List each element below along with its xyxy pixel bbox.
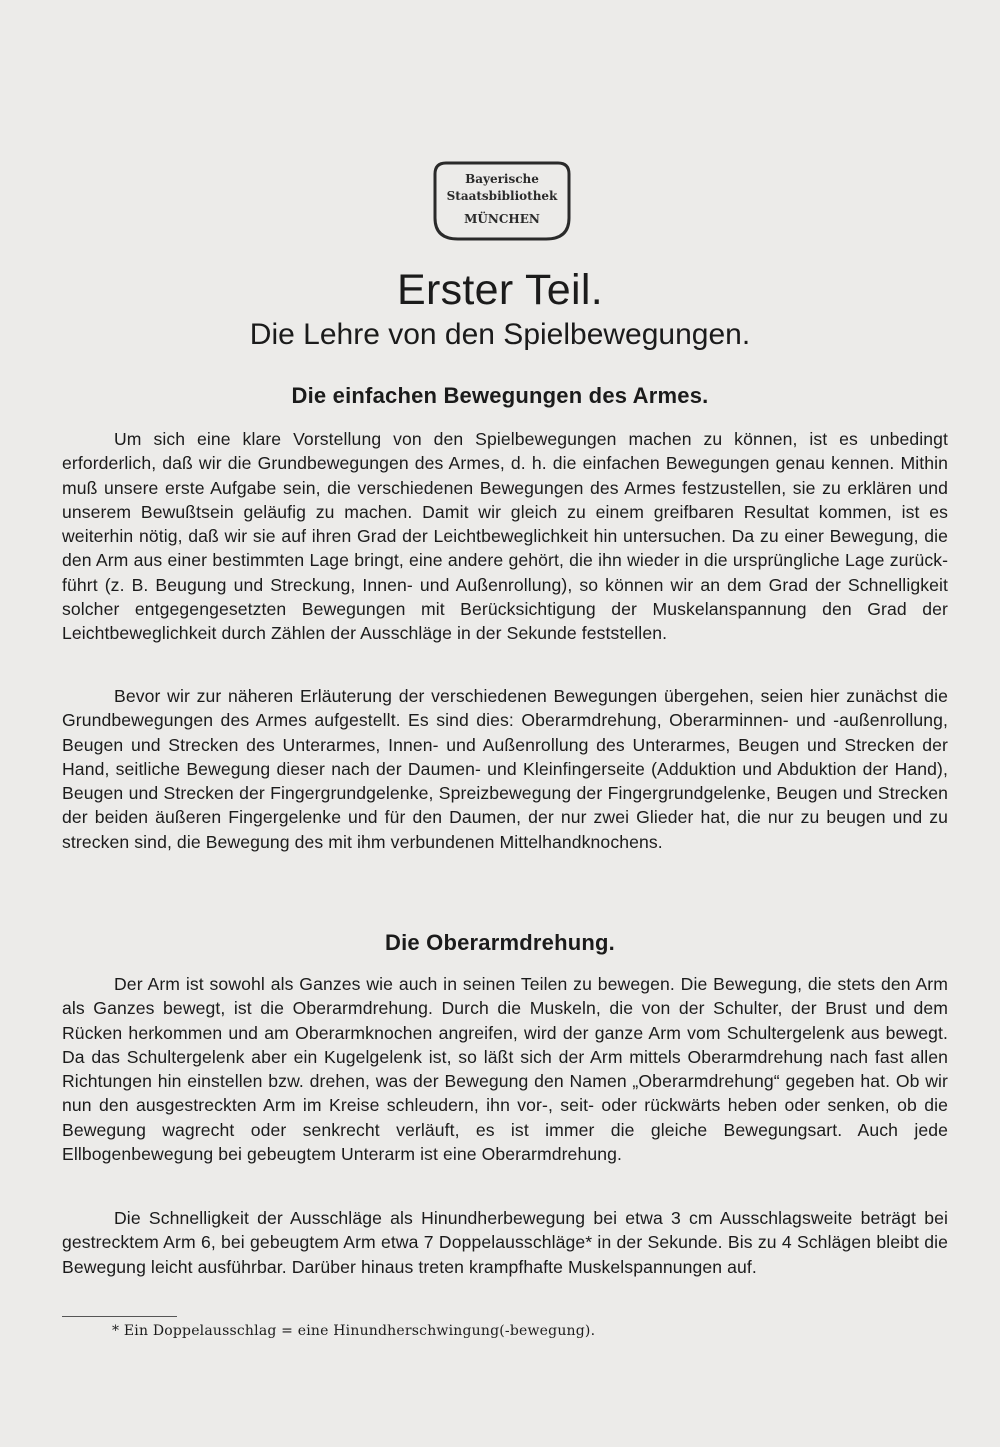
part-subtitle: Die Lehre von den Spielbewegungen. <box>249 318 751 351</box>
stamp-line-3: MÜNCHEN <box>464 212 540 226</box>
paragraph-4: Die Schnelligkeit der Ausschläge als Hinundherbewegung bei etwa 3 cm Ausschlagsweite beträgt bei gestrecktem Arm 6, bei gebeugtem Arm etwa 7 Doppelausschläge* in der Sekunde. Bis zu 4 Schlägen bleibt die Bewegung leicht ausführbar. Darüber hinaus treten krampfhafte Muskelspannungen auf. <box>62 1208 948 1277</box>
paragraph-1: Um sich eine klare Vorstellung von den Spielbewegungen machen zu können, ist es unbedingt erforderlich, daß wir die Grundbewegungen des Armes, d. h. die einfachen Bewegungen genau kennen. Mithin muß unsere erste Aufgabe sein, die verschiedenen Bewegungen des Armes festzustellen, sie zu erklären und unserem Bewußtsein geläufig zu machen. Damit wir gleich zu einem greifbaren Resultat kommen, ist es weiterhin nötig, daß wir sie auf ihren Grad der Leichtbeweglichkeit hin untersuchen. Da zu einer Bewegung, die den Arm aus einer bestimmten Lage bringt, eine andere gehört, die ihn wieder in die ursprüngliche Lage zurückführt (z. B. Beugung und Streckung, Innen- und Außenrollung), so können wir an dem Grad der Schnelligkeit solcher entgegengesetzten Bewegungen mit Berücksichtigung der Muskelanspannung den Grad der Leichtbeweglichkeit durch Zählen der Ausschläge in der Sekunde feststellen. <box>62 429 948 644</box>
paragraph-2: Bevor wir zur näheren Erläuterung der verschiedenen Bewegungen übergehen, seien hier zunächst die Grundbewegungen des Armes aufgestellt. Es sind dies: Oberarmdrehung, Oberarminnen- und -außenrollung, Beugen und Strecken des Unterarmes, Innen- und Außenrollung des Unterarmes, Beugen und Strecken der Hand, seitliche Bewegung dieser nach der Daumen- und Kleinfingerseite (Adduktion und Abduktion der Hand), Beugen und Strecken der Fingergrundgelenke, Spreizbewegung der Fingergrundgelenke, Beugen und Strecken der beiden äußeren Fingergelenke und für den Daumen, der nur zwei Glieder hat, die nur zu beugen und zu strecken sind, die Bewegung des mit ihm verbundenen Mittelhandknochens. <box>62 686 948 852</box>
stamp-line-1: Bayerische <box>465 172 539 186</box>
stamp-line-2: Staatsbibliothek <box>446 189 558 203</box>
paragraph-3: Der Arm ist sowohl als Ganzes wie auch in seinen Teilen zu bewegen. Die Bewegung, die stets den Arm als Ganzes bewegt, ist die Oberarmdrehung. Durch die Muskeln, die von der Schulter, der Brust und dem Rücken herkommen und am Oberarmknochen angreifen, wird der ganze Arm vom Schultergelenk aus bewegt. Da das Schultergelenk aber ein Kugelgelenk ist, so läßt sich der Arm mittels Oberarmdrehung nach fast allen Richtungen hin einstellen bzw. drehen, was der Bewegung den Namen „Oberarmdrehung“ gegeben hat. Ob wir nun den ausgestreckten Arm im Kreise schleudern, ihn vor-, seit- oder rückwärts heben oder senken, ob die Bewegung wagrecht oder senkrecht verläuft, es ist immer die gleiche Bewegungsart. Auch jede Ellbogenbewegung bei gebeugtem Unterarm ist eine Oberarmdrehung. <box>62 974 948 1165</box>
library-stamp <box>432 160 572 242</box>
section-title-einfache-bewegungen: Die einfachen Bewegungen des Armes. <box>291 383 709 408</box>
section-title-oberarmdrehung: Die Oberarmdrehung. <box>385 930 615 955</box>
part-title: Erster Teil. <box>397 266 603 314</box>
footnote: * Ein Doppelausschlag = eine Hinundherschwingung(-bewegung). <box>112 1323 596 1339</box>
footnote-divider <box>62 1316 177 1317</box>
